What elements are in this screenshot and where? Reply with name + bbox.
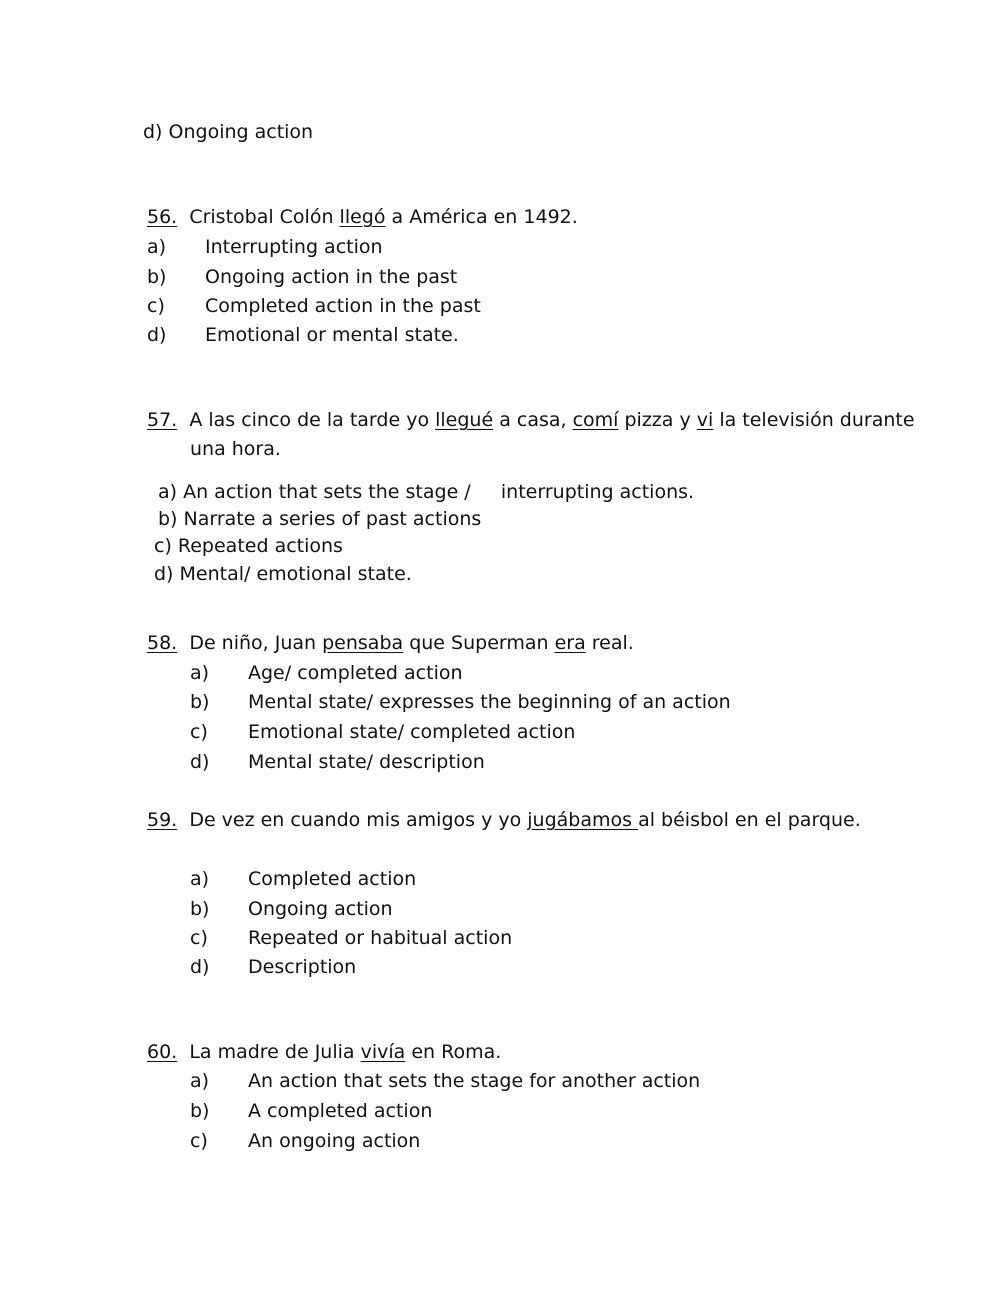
underlined-verb: vivía [360, 1041, 406, 1063]
question-58 [147, 631, 634, 655]
question-text: real. [585, 632, 634, 654]
q57-option-b[interactable]: b) Narrate a series of past actions [158, 508, 482, 530]
option-text: Emotional state/ completed action [248, 721, 576, 743]
q58-option-c[interactable] [190, 720, 576, 744]
option-letter: b) [147, 266, 167, 288]
q60-option-c[interactable] [190, 1129, 421, 1153]
question-text: que Superman [403, 632, 555, 654]
option-letter: a) [190, 1070, 210, 1092]
question-text: a casa, [493, 409, 573, 431]
question-57 [147, 408, 915, 432]
q56-option-a[interactable] [147, 235, 383, 259]
question-57-continuation: una hora. [190, 438, 281, 460]
option-letter: b) [190, 898, 210, 920]
option-letter: d) [147, 324, 167, 346]
option-text: Repeated or habitual action [248, 927, 513, 949]
q59-option-a[interactable] [190, 867, 417, 891]
question-text: La madre de Julia [189, 1041, 361, 1063]
option-letter: a) [190, 662, 210, 684]
question-56 [147, 205, 578, 229]
q56-option-c[interactable] [147, 294, 481, 318]
option-text: Completed action in the past [205, 295, 481, 317]
q58-option-a[interactable] [190, 661, 463, 685]
q56-option-d[interactable] [147, 323, 459, 347]
underlined-verb: llegué [435, 409, 494, 431]
option-letter: b) [190, 691, 210, 713]
option-text: Mental state/ expresses the beginning of an action [248, 691, 731, 713]
question-number: 58. [147, 632, 178, 654]
option-text: Emotional or mental state. [205, 324, 459, 346]
question-59 [147, 808, 861, 832]
option-letter: c) [190, 721, 208, 743]
option-text: Interrupting action [205, 236, 383, 258]
option-text: Mental state/ description [248, 751, 485, 773]
option-text: Completed action [248, 868, 417, 890]
question-text: pizza y [618, 409, 697, 431]
underlined-verb: vi [696, 409, 714, 431]
q60-option-b[interactable] [190, 1099, 433, 1123]
underlined-verb: jugábamos [527, 809, 639, 831]
q57-option-a[interactable]: a) An action that sets the stage / interrupting actions. [158, 481, 695, 503]
question-text: en Roma. [405, 1041, 502, 1063]
question-text: De vez en cuando mis amigos y yo [189, 809, 528, 831]
q59-option-b[interactable] [190, 897, 393, 921]
option-text: An ongoing action [248, 1130, 421, 1152]
underlined-verb: pensaba [322, 632, 404, 654]
question-number: 56. [147, 206, 178, 228]
q59-option-c[interactable] [190, 926, 513, 950]
option-text: Ongoing action in the past [205, 266, 458, 288]
q56-option-b[interactable] [147, 265, 458, 289]
question-text: al béisbol en el parque. [638, 809, 861, 831]
option-letter: b) [190, 1100, 210, 1122]
question-text: A las cinco de la tarde yo [189, 409, 436, 431]
option-letter: c) [190, 1130, 208, 1152]
question-text: a América en 1492. [385, 206, 578, 228]
q58-option-d[interactable] [190, 750, 485, 774]
option-text: Ongoing action [248, 898, 393, 920]
option-letter: a) [190, 868, 210, 890]
option-letter: c) [147, 295, 165, 317]
underlined-verb: llegó [339, 206, 386, 228]
option-letter: d) [190, 956, 210, 978]
question-text: la televisión durante [713, 409, 915, 431]
question-text: Cristobal Colón [189, 206, 340, 228]
option-letter: c) [190, 927, 208, 949]
underlined-verb: era [554, 632, 586, 654]
question-number: 59. [147, 809, 178, 831]
option-text: Description [248, 956, 357, 978]
q60-option-a[interactable] [190, 1069, 701, 1093]
q58-option-b[interactable] [190, 690, 731, 714]
option-text: An action that sets the stage for another action [248, 1070, 701, 1092]
question-number: 60. [147, 1041, 178, 1063]
question-text: De niño, Juan [189, 632, 323, 654]
option-letter: a) [147, 236, 167, 258]
q57-option-c[interactable]: c) Repeated actions [154, 535, 343, 557]
option-text: A completed action [248, 1100, 433, 1122]
underlined-verb: comí [572, 409, 619, 431]
option-letter: d) [190, 751, 210, 773]
option-text: Age/ completed action [248, 662, 463, 684]
q59-option-d[interactable] [190, 955, 357, 979]
question-number: 57. [147, 409, 178, 431]
option-d-previous-question[interactable]: d) Ongoing action [143, 121, 314, 143]
q57-option-d[interactable]: d) Mental/ emotional state. [154, 563, 412, 585]
question-60 [147, 1040, 501, 1064]
